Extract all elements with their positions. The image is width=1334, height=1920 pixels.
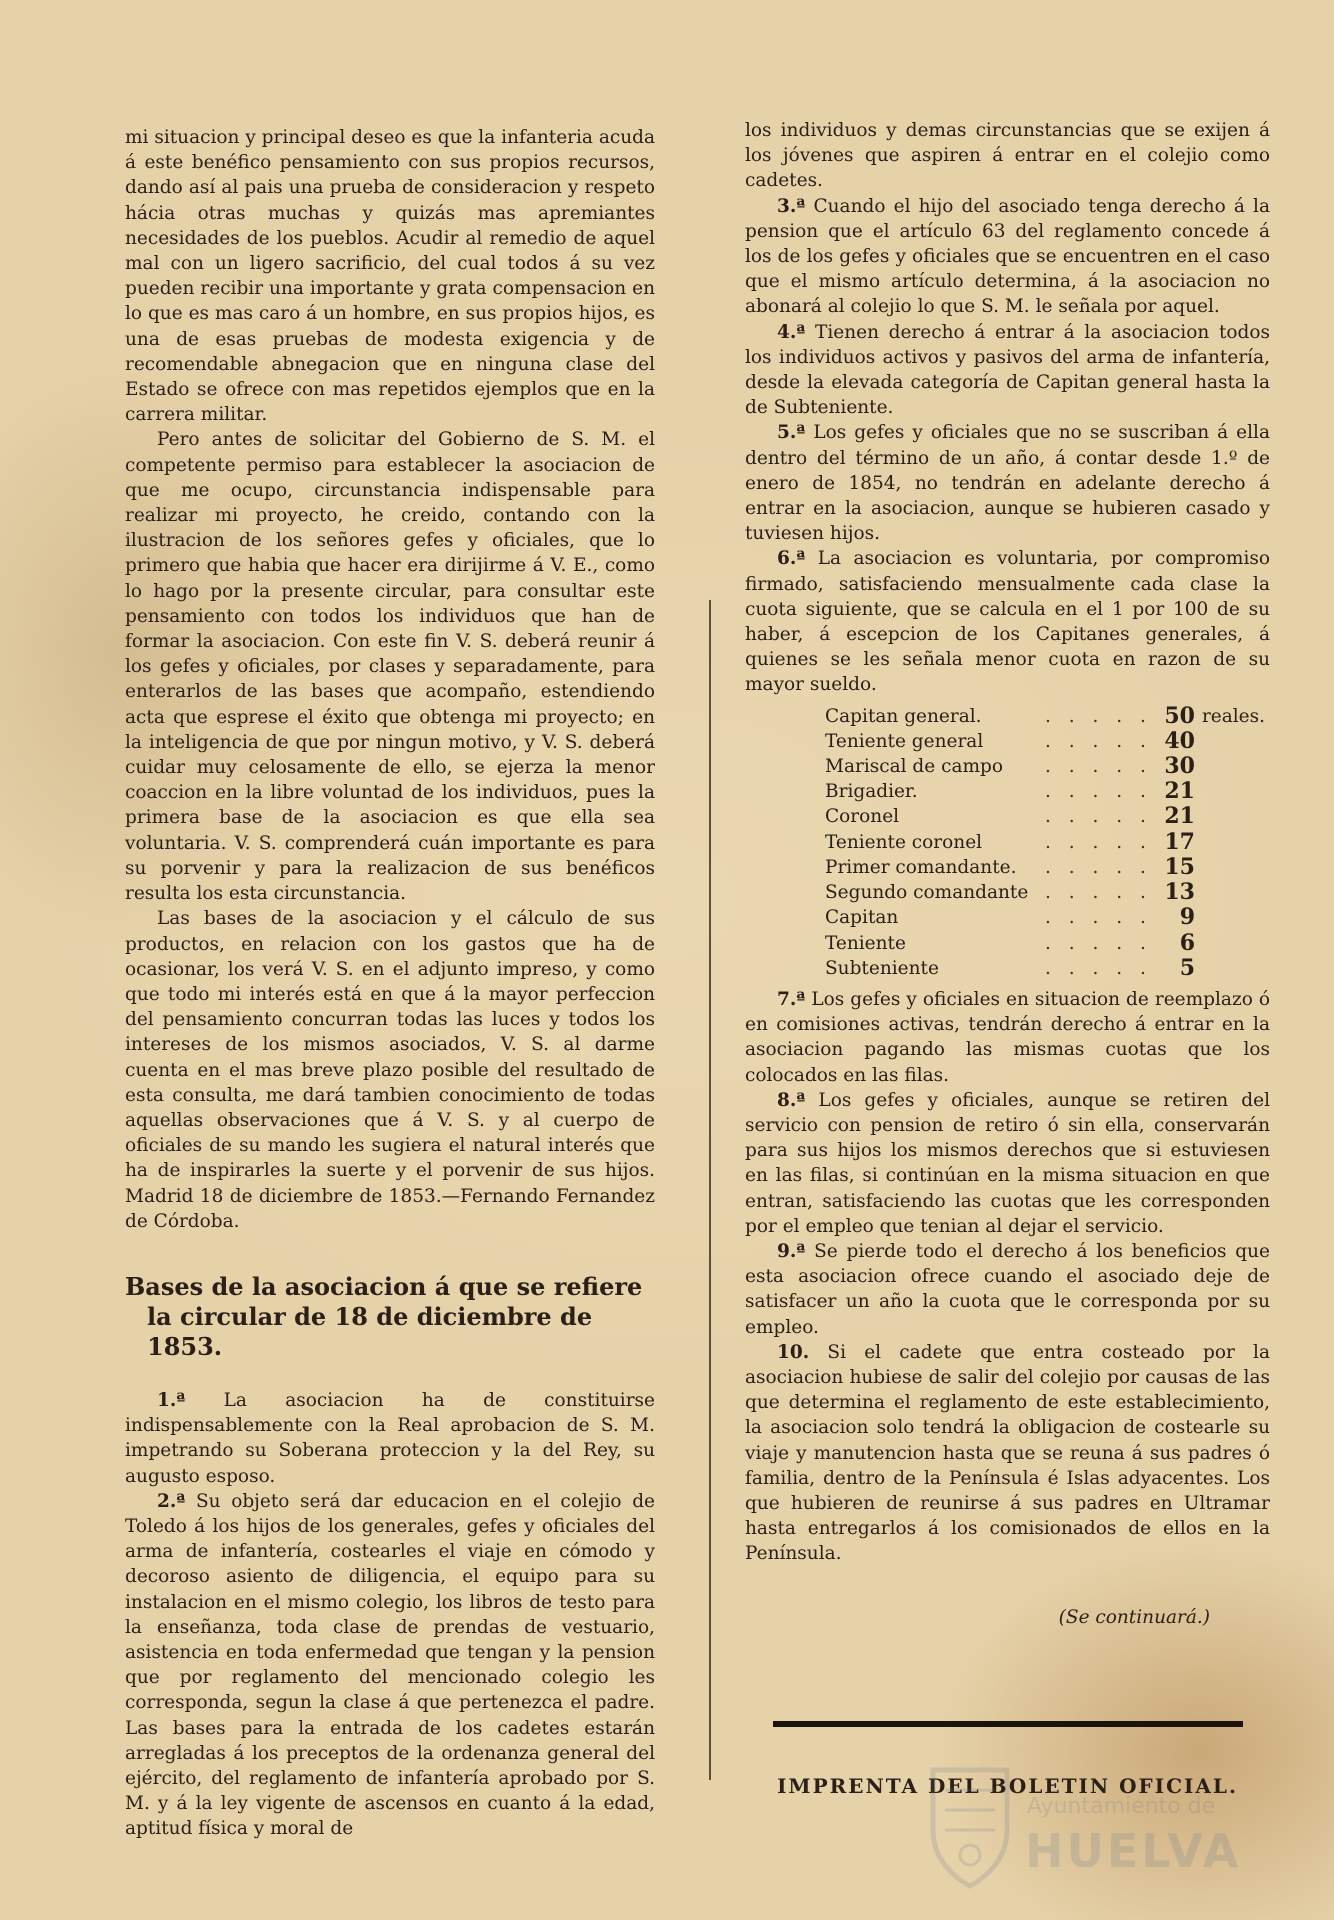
article-3: [745, 194, 1270, 320]
article-8: [745, 1088, 1270, 1239]
article-number: 3.ª: [777, 195, 806, 217]
cuota-unit: [1195, 855, 1265, 880]
cuota-amount: 5: [1179, 954, 1195, 981]
cuota-unit: [1195, 804, 1265, 829]
continuation-note: (Se continuará.): [1058, 1606, 1210, 1628]
rank-label: Teniente: [825, 932, 906, 954]
crest-icon: [925, 1760, 1015, 1890]
leader-dots: . . . . .: [1045, 756, 1152, 778]
article-number: 10.: [777, 1341, 810, 1363]
watermark-text-small: Ayuntamiento de: [1027, 1794, 1216, 1819]
cuota-unit: [1195, 779, 1265, 804]
leader-dots: . . . . .: [1045, 907, 1152, 929]
rank-label: Mariscal de campo: [825, 756, 1003, 778]
cuota-amount: 17: [1164, 828, 1195, 855]
article-9: [745, 1239, 1270, 1340]
article-7: [745, 987, 1270, 1088]
rank-label: Teniente coronel: [825, 831, 983, 853]
cuota-amount: 15: [1164, 853, 1195, 880]
leader-dots: . . . . .: [1045, 781, 1152, 803]
column-divider: [709, 600, 711, 1780]
article-6: [745, 546, 1270, 697]
paragraph-bases: Las bases de la asociacion y el cálculo de sus productos, en relacion con los gastos que ha de ocasionar, los verá V. S. en el adjunto impreso, y como que todo mi interés está en que á la mayor perfeccion del pensamiento concurran todas las luces y todos los intereses de los mismos asociados, V. S. al darme cuenta en el mas breve plazo posible del resultado de esta consulta, me dará tambien conocimiento de todas aquellas observaciones que á V. S. y al cuerpo de oficiales de su mando les sugiera el natural interés que ha de inspirarles la suerte y el porvenir de sus hijos. Madrid 18 de diciembre de 1853.—Fernando Fernandez de Córdoba.: [125, 908, 655, 1232]
cuota-amount: 50: [1164, 702, 1195, 729]
cuota-row: [825, 905, 1265, 930]
article-text: Tienen derecho á entrar á la asociacion todos los individuos activos y pasivos del arma de infantería, desde la elevada categoría de Capitan general hasta la de Subteniente.: [745, 321, 1270, 419]
rank-label: Coronel: [825, 806, 900, 828]
rank-label: Primer comandante.: [825, 856, 1017, 878]
article-10: [745, 1340, 1270, 1567]
cuota-row: [825, 729, 1265, 754]
right-column: [745, 118, 1270, 1630]
leader-dots: . . . . .: [1045, 806, 1152, 828]
leader-dots: . . . . .: [1045, 705, 1152, 727]
cuota-amount: 9: [1179, 904, 1195, 931]
article-number: 4.ª: [777, 321, 806, 343]
rank-label: Capitan: [825, 907, 899, 929]
article-number: 1.ª: [157, 1389, 186, 1411]
article-text: Cuando el hijo del asociado tenga derecho á la pension que el artículo 63 del reglamento concede á los de los gefes y oficiales que se encuentren en el caso que el mismo artículo determina, á la asociacion no abonará al colejio lo que S. M. le señala por aquel.: [745, 195, 1270, 318]
cuota-table: [825, 704, 1265, 981]
left-column: [125, 125, 655, 1842]
cuota-unit: [1195, 830, 1265, 855]
rank-label: Subteniente: [825, 957, 939, 979]
article-number: 6.ª: [777, 548, 806, 570]
cuota-amount: 40: [1164, 727, 1195, 754]
cuota-amount: 21: [1164, 803, 1195, 830]
rank-label: Brigadier.: [825, 781, 918, 803]
imprint-footer: IMPRENTA DEL BOLETIN OFICIAL.: [777, 1774, 1238, 1798]
article-text: Su objeto será dar educacion en el colejio de Toledo á los hijos de los generales, gefes y oficiales del arma de infantería, costearles el viaje en cómodo y decoroso asiento de diligencia, el equipo para su instalacion en el mismo colegio, los libros de testo para la enseñanza, toda clase de prendas de vestuario, asistencia en toda enfermedad que tengan y la pension que por reglamento del mencionado colegio les corresponda, segun la clase á que pertenezca el padre. Las bases para la entrada de los cadetes estarán arregladas á los preceptos de la ordenanza general del ejército, del reglamento de infantería aprobado por S. M. y á la ley vigente de ascensos en cuanto á la edad, aptitud física y moral de: [125, 1490, 655, 1840]
cuota-row: [825, 855, 1265, 880]
leader-dots: . . . . .: [1045, 932, 1152, 954]
cuota-row: [825, 956, 1265, 981]
article-number: 2.ª: [157, 1490, 186, 1512]
cuota-unit: [1195, 905, 1265, 930]
paragraph-intro: mi situacion y principal deseo es que la infanteria acuda á este benéfico pensamiento con sus propios recursos, dando así al pais una prueba de consideracion y respeto hácia otras muchas y quizás mas apremiantes necesidades de los pueblos. Acudir al remedio de aquel mal con un ligero sacrificio, del cual todos á su vez pueden recibir una importante y grata compensacion en lo que es mas caro á un hombre, en sus propios hijos, es una de esas pruebas de modesta exigencia y de recomendable abnegacion que en ninguna clase del Estado se ofrece con mas repetidos ejemplos que en la carrera militar.: [125, 127, 655, 426]
cuota-unit: [1195, 754, 1265, 779]
cuota-row: [825, 704, 1265, 729]
continuation-text: los individuos y demas circunstancias que se exijen á los jóvenes que aspiren á entrar en el colejio como cadetes.: [745, 120, 1270, 192]
article-text: Los gefes y oficiales, aunque se retiren del servicio con pension de retiro ó sin ella, conservarán para sus hijos los mismos derechos que si estuviesen en las filas, si continúan en la misma situacion en que entran, satisfaciendo las cuotas que les corresponden por el empleo que tenian al dejar el servicio.: [745, 1089, 1270, 1237]
leader-dots: . . . . .: [1045, 856, 1152, 878]
cuota-row: [825, 931, 1265, 956]
article-text: Se pierde todo el derecho á los beneficios que esta asociacion ofrece cuando el asociado deje de satisfacer un año la cuota que le corresponda por su empleo.: [745, 1240, 1270, 1338]
article-number: 7.ª: [777, 988, 806, 1010]
cuota-unit: [1195, 880, 1265, 905]
cuota-unit: [1195, 931, 1265, 956]
article-text: Los gefes y oficiales que no se suscriban á ella dentro del término de un año, á contar desde 1.º de enero de 1854, no tendrán en adelante derecho á entrar en la asociacion, aunque se hubieren casado y tuviesen hijos.: [745, 422, 1270, 545]
leader-dots: . . . . .: [1045, 730, 1152, 752]
leader-dots: . . . . .: [1045, 882, 1152, 904]
article-text: Si el cadete que entra costeado por la asociacion hubiese de salir del colejio por causas de las que determina el reglamento de este establecimiento, la asociacion solo tendrá la obligacion de costearle su viaje y manutencion hasta que se reuna á sus padres ó familia, dentro de la Península é Islas adyacentes. Los que hubieren de reunirse á sus padres en Ultramar hasta entregarlos á los comisionados de ellos en la Península.: [745, 1341, 1270, 1565]
article-2: [125, 1489, 655, 1842]
footer-rule: [773, 1721, 1243, 1727]
article-text: La asociacion es voluntaria, por compromiso firmado, satisfaciendo mensualmente cada clase la cuota siguiente, que se calcula en el 1 por 100 de su haber, á escepcion de los Capitanes generales, á quienes se les señala menor cuota en razon de su mayor sueldo.: [745, 548, 1270, 696]
article-number: 9.ª: [777, 1240, 806, 1262]
cuota-amount: 30: [1164, 753, 1195, 780]
article-1: [125, 1388, 655, 1489]
cuota-row: [825, 880, 1265, 905]
cuota-unit: [1195, 729, 1265, 754]
article-number: 5.ª: [777, 422, 806, 444]
cuota-unit: [1195, 956, 1265, 981]
section-heading: Bases de la asociacion á que se refiere la circular de 18 de diciembre de 1853.: [125, 1271, 643, 1361]
cuota-amount: 13: [1164, 879, 1195, 906]
watermark-text: HUELVA: [1025, 1824, 1242, 1878]
cuota-row: [825, 804, 1265, 829]
rank-label: Segundo comandante: [825, 882, 1029, 904]
cuota-unit: reales.: [1201, 705, 1265, 727]
leader-dots: . . . . .: [1045, 957, 1152, 979]
rank-label: Capitan general.: [825, 705, 982, 727]
cuota-row: [825, 830, 1265, 855]
article-text: La asociacion ha de constituirse indispensablemente con la Real aprobacion de S. M. impetrando su Soberana proteccion y la del Rey, su augusto esposo.: [125, 1389, 655, 1487]
rank-label: Teniente general: [825, 730, 984, 752]
article-4: [745, 320, 1270, 421]
article-number: 8.ª: [777, 1089, 806, 1111]
cuota-row: [825, 779, 1265, 804]
cuota-row: [825, 754, 1265, 779]
cuota-amount: 21: [1164, 778, 1195, 805]
paragraph-permiso: Pero antes de solicitar del Gobierno de S. M. el competente permiso para establecer la asociacion de que me ocupo, circunstancia indispensable para realizar mi proyecto, he creido, contando con la ilustracion de los señores gefes y oficiales, que lo primero que habia que hacer era dirijirme á V. E., como lo hago por la presente circular, para consultar este pensamiento con todos los individuos que han de formar la asociacion. Con este fin V. S. deberá reunir á los gefes y oficiales, por clases y separadamente, para enterarlos de las bases que acompaño, estendiendo acta que esprese el éxito que obtenga mi proyecto; en la inteligencia de que por ningun motivo, y V. S. deberá cuidar muy celosamente de ello, se ejerza la menor coaccion en la libre voluntad de los individuos, pues la primera base de la asociacion es que ella sea voluntaria. V. S. comprenderá cuán importante es para su porvenir y para la realizacion de sus benéficos resulta los esta circunstancia.: [125, 429, 655, 905]
leader-dots: . . . . .: [1045, 831, 1152, 853]
article-text: Los gefes y oficiales en situacion de reemplazo ó en comisiones activas, tendrán derecho á entrar en la asociacion pagando las mismas cuotas que los colocados en las filas.: [745, 988, 1270, 1086]
article-5: [745, 420, 1270, 546]
cuota-amount: 6: [1179, 929, 1195, 956]
